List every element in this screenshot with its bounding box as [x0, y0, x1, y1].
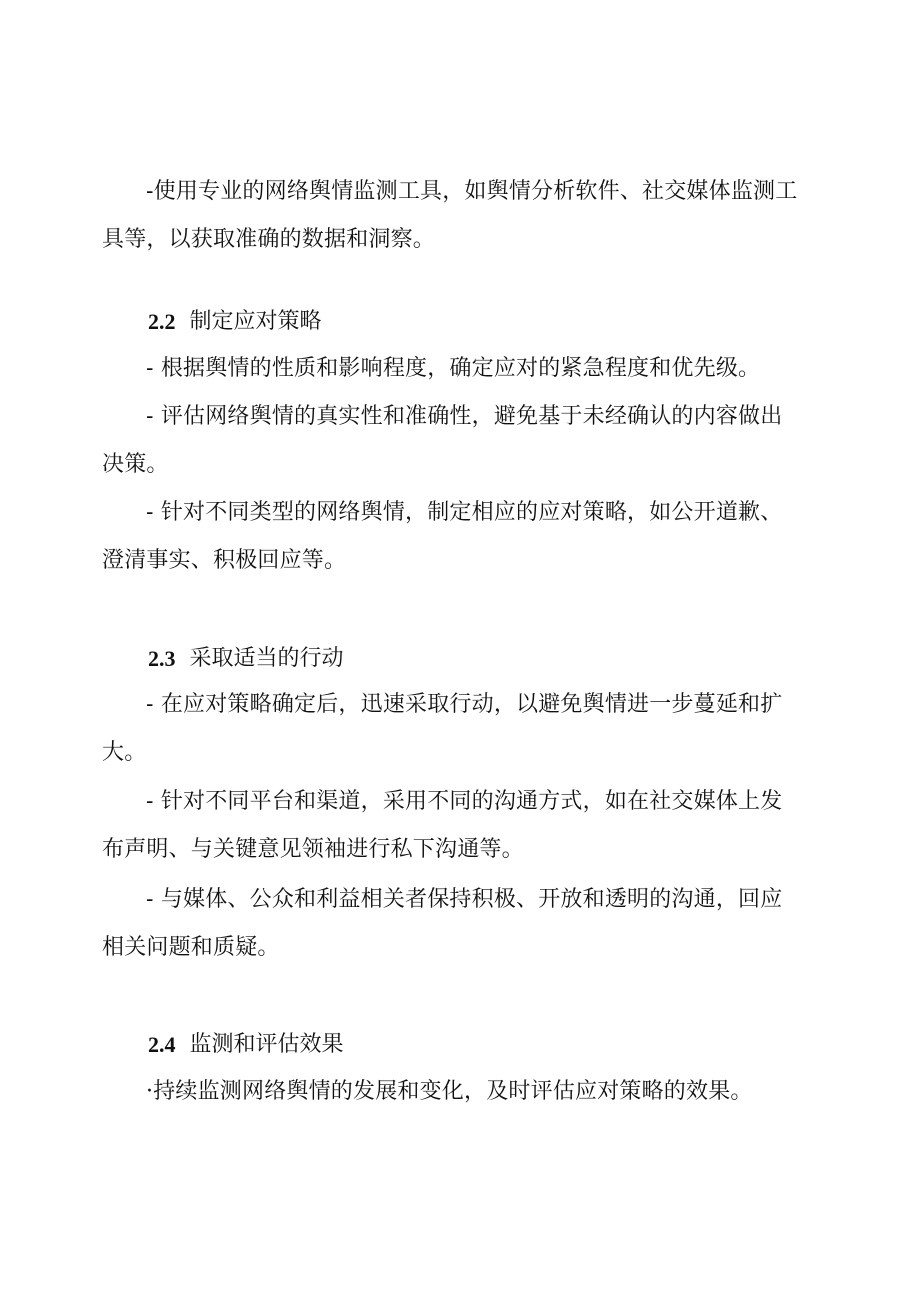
paragraph-communication: - 与媒体、公众和利益相关者保持积极、开放和透明的沟通，回应相关问题和质疑。: [102, 887, 783, 960]
paragraph-authenticity: - 评估网络舆情的真实性和准确性，避免基于未经确认的内容做出决策。: [102, 404, 783, 477]
section-heading-2-2: [148, 306, 322, 338]
paragraph-channels: - 针对不同平台和渠道，采用不同的沟通方式，如在社交媒体上发布声明、与关键意见领袖进行私下沟通等。: [102, 789, 783, 862]
paragraph-strategy-types: - 针对不同类型的网络舆情，制定相应的应对策略，如公开道歉、澄清事实、积极回应等。: [102, 500, 783, 573]
section-number: 2.2: [148, 309, 176, 334]
paragraph-evaluate: ·持续监测网络舆情的发展和变化，及时评估应对策略的效果。: [146, 1079, 753, 1104]
section-number: 2.3: [148, 646, 176, 671]
paragraph-take-action: - 在应对策略确定后，迅速采取行动，以避免舆情进一步蔓延和扩大。: [102, 692, 783, 765]
section-title: 监测和评估效果: [189, 1032, 344, 1057]
section-number: 2.4: [148, 1032, 176, 1057]
paragraph-monitoring-tools: -使用专业的网络舆情监测工具，如舆情分析软件、社交媒体监测工具等，以获取准确的数据和洞察。: [102, 179, 798, 252]
section-title: 采取适当的行动: [189, 646, 344, 671]
paragraph-urgency: - 根据舆情的性质和影响程度，确定应对的紧急程度和优先级。: [146, 356, 761, 381]
section-heading-2-3: [148, 643, 344, 675]
section-title: 制定应对策略: [189, 309, 322, 334]
section-heading-2-4: [148, 1029, 344, 1061]
